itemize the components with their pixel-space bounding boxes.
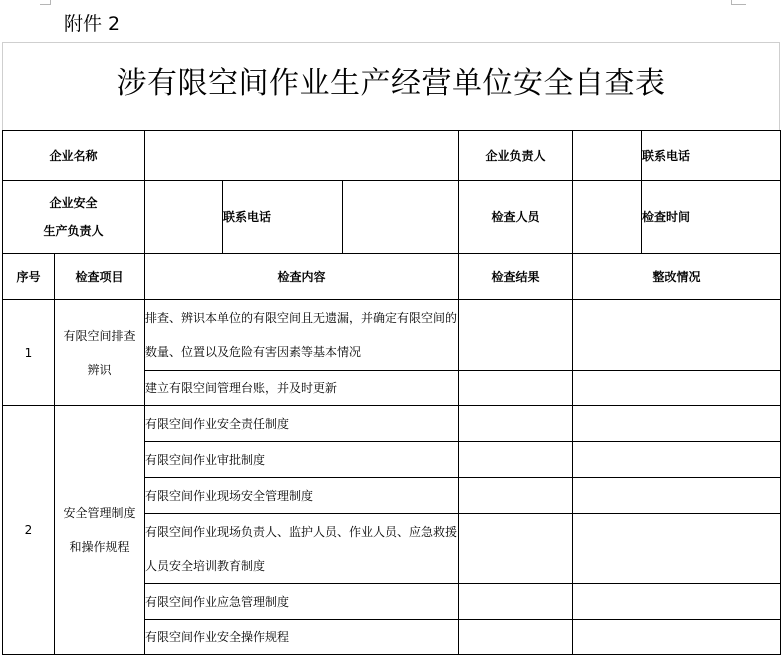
header-row-1 <box>3 131 781 181</box>
table-row <box>3 406 781 442</box>
check-content: 有限空间作业应急管理制度 <box>145 584 459 620</box>
safety-head-label-line2: 生产负责人 <box>43 224 104 238</box>
contact-phone-label: 联系电话 <box>642 148 691 163</box>
column-header-row <box>3 254 781 300</box>
rectification-field[interactable] <box>573 300 781 371</box>
section-number: 1 <box>3 300 55 406</box>
check-content: 有限空间作业现场负责人、监护人员、作业人员、应急救援人员安全培训教育制度 <box>145 514 459 584</box>
col-content: 检查内容 <box>145 254 459 300</box>
rectification-field[interactable] <box>573 478 781 514</box>
rectification-field[interactable] <box>573 371 781 406</box>
attachment-label: 附件 2 <box>64 13 121 35</box>
check-result-field[interactable] <box>459 442 573 478</box>
check-result-field[interactable] <box>459 371 573 406</box>
check-content: 有限空间作业审批制度 <box>145 442 459 478</box>
section-item-line2: 和操作规程 <box>69 540 130 554</box>
contact-phone-cell <box>642 131 781 181</box>
inspection-time-cell <box>642 181 781 254</box>
inspection-time-label: 检查时间 <box>642 210 691 224</box>
page-corner-mark-left <box>40 0 51 5</box>
rectification-field[interactable] <box>573 584 781 620</box>
table-row <box>3 300 781 371</box>
safety-head-label-line1: 企业安全 <box>49 196 98 210</box>
contact-phone-2-label: 联系电话 <box>223 210 272 224</box>
check-result-field[interactable] <box>459 406 573 442</box>
company-head-label: 企业负责人 <box>459 131 573 181</box>
rectification-field[interactable] <box>573 514 781 584</box>
section-item-line2: 辨识 <box>87 362 112 377</box>
safety-head-field[interactable] <box>145 181 223 254</box>
company-head-field[interactable] <box>573 131 642 181</box>
section-item <box>55 300 145 406</box>
col-number: 序号 <box>3 254 55 300</box>
rectification-field[interactable] <box>573 620 781 655</box>
check-content: 有限空间作业安全操作规程 <box>145 620 459 655</box>
company-name-label: 企业名称 <box>3 131 145 181</box>
col-item: 检查项目 <box>55 254 145 300</box>
check-result-field[interactable] <box>459 478 573 514</box>
contact-phone-2-field[interactable] <box>343 181 459 254</box>
check-content: 排查、辨识本单位的有限空间且无遗漏，并确定有限空间的数量、位置以及危险有害因素等基本情况 <box>145 300 459 371</box>
rectification-field[interactable] <box>573 442 781 478</box>
check-result-field[interactable] <box>459 300 573 371</box>
check-result-field[interactable] <box>459 584 573 620</box>
rectification-field[interactable] <box>573 406 781 442</box>
section-item-line1: 有限空间排查 <box>63 328 136 343</box>
page-title: 涉有限空间作业生产经营单位安全自查表 <box>116 66 666 101</box>
company-name-field[interactable] <box>145 131 459 181</box>
check-content: 有限空间作业安全责任制度 <box>145 406 459 442</box>
inspector-field[interactable] <box>573 181 642 254</box>
check-content: 有限空间作业现场安全管理制度 <box>145 478 459 514</box>
contact-phone-2-cell <box>223 181 343 254</box>
section-item-line1: 安全管理制度 <box>63 506 136 520</box>
inspector-label: 检查人员 <box>459 181 573 254</box>
self-inspection-table <box>2 130 781 655</box>
page-corner-mark-right <box>731 0 746 5</box>
check-result-field[interactable] <box>459 620 573 655</box>
section-item <box>55 406 145 655</box>
safety-head-label <box>3 181 145 254</box>
check-result-field[interactable] <box>459 514 573 584</box>
col-result: 检查结果 <box>459 254 573 300</box>
check-content: 建立有限空间管理台账，并及时更新 <box>145 371 459 406</box>
header-row-2 <box>3 181 781 254</box>
col-rectification: 整改情况 <box>573 254 781 300</box>
section-number: 2 <box>3 406 55 655</box>
